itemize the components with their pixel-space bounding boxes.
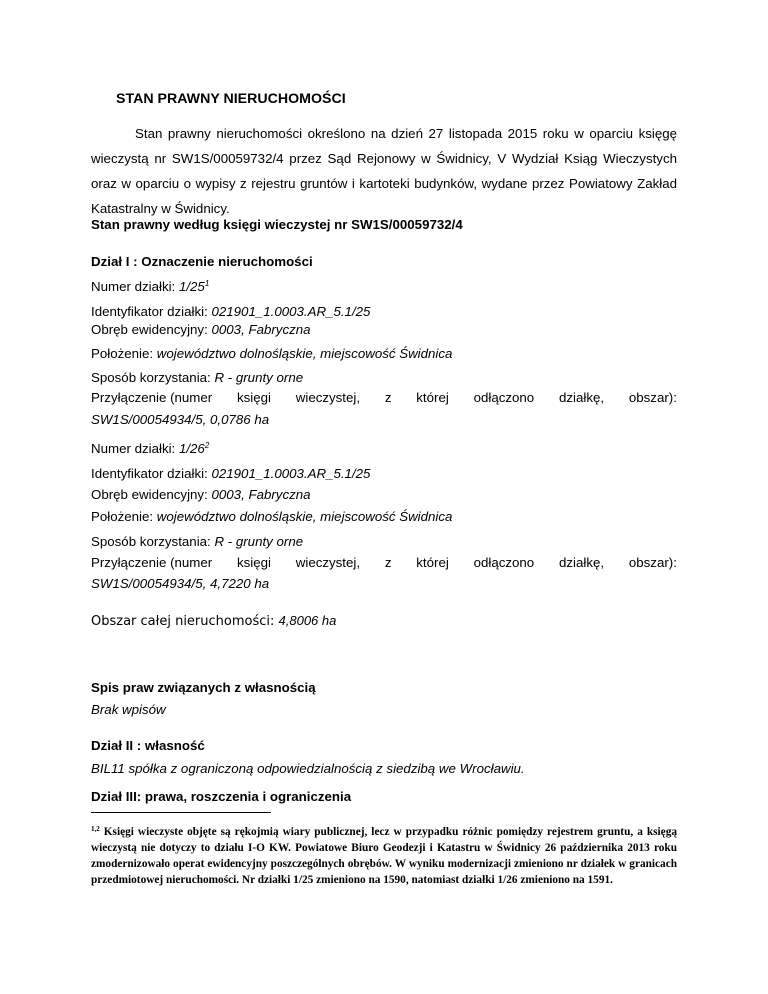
parcel-2-precinct: Obręb ewidencyjny: 0003, Fabryczna bbox=[91, 487, 311, 502]
parcel-2-location: Położenie: województwo dolnośląskie, miejscowość Świdnica bbox=[91, 509, 453, 524]
intro-paragraph: Stan prawny nieruchomości określono na dzień 27 listopada 2015 roku w oparciu księgę wieczystą nr SW1S/00059732/4 przez Sąd Rejonowy w Świdnicy, V Wydział Ksiąg Wieczystych oraz w oparciu o wypisy z rejestru gruntów i kartoteki budynków, wydane przez Powiatowy Zakład Katastralny w Świdnicy. bbox=[91, 126, 677, 216]
page-title: STAN PRAWNY NIERUCHOMOŚCI bbox=[116, 91, 346, 107]
parcel-1-identifier: Identyfikator działki: 021901_1.0003.AR_5.1/25 bbox=[91, 304, 371, 319]
parcel-2-attachment-label: Przyłączenie (numer księgi wieczystej, z której odłączono działkę, obszar): bbox=[91, 555, 677, 570]
parcel-1-precinct: Obręb ewidencyjny: 0003, Fabryczna bbox=[91, 322, 311, 337]
footnote-mark: 1,2 bbox=[91, 825, 100, 833]
spis-heading: Spis praw związanych z własnością bbox=[91, 680, 316, 695]
footnote-separator bbox=[91, 812, 271, 813]
parcel-2-usage: Sposób korzystania: R - grunty orne bbox=[91, 534, 304, 549]
parcel-1-number: Numer działki: $1/25^1$ bbox=[91, 279, 210, 294]
footnote bbox=[91, 824, 677, 888]
parcel-2-identifier: Identyfikator działki: 021901_1.0003.AR_5.1/25 bbox=[91, 466, 371, 481]
dzial1-heading: Dział I : Oznaczenie nieruchomości bbox=[91, 254, 313, 269]
parcel-1-attachment-value: SW1S/00054934/5, 0,0786 ha bbox=[91, 412, 270, 427]
parcel-1-attachment-label: Przyłączenie (numer księgi wieczystej, z której odłączono działkę, obszar): bbox=[91, 390, 677, 405]
parcel-1-location: Położenie: województwo dolnośląskie, miejscowość Świdnica bbox=[91, 346, 453, 361]
footnote-ref-1: 1 bbox=[204, 279, 210, 288]
dzial3-heading: Dział III: prawa, roszczenia i ograniczenia bbox=[91, 789, 352, 804]
dzial2-value: BIL11 spółka z ograniczoną odpowiedzialnością z siedzibą we Wrocławiu. bbox=[91, 761, 525, 776]
kw-heading: Stan prawny według księgi wieczystej nr SW1S/00059732/4 bbox=[91, 217, 463, 232]
spis-value: Brak wpisów bbox=[91, 702, 166, 717]
footnote-ref-2: 2 bbox=[204, 441, 210, 450]
parcel-2-attachment-value: SW1S/00054934/5, 4,7220 ha bbox=[91, 576, 270, 591]
parcel-2-number: Numer działki: $1/26^2$ bbox=[91, 441, 210, 456]
parcel-1-usage: Sposób korzystania: R - grunty orne bbox=[91, 370, 304, 385]
dzial2-heading: Dział II : własność bbox=[91, 738, 205, 753]
total-area: Obszar całej nieruchomości: 4,8006 ha bbox=[91, 613, 337, 629]
footnote-text: Księgi wieczyste objęte są rękojmią wiary publicznej, lecz w przypadku różnic pomiędzy rejestrem gruntu, a księgą wieczystą nie dotyczy to działu I-O KW. Powiatowe Biuro Geodezji i Katastru w Świdnicy 26 października 2013 roku zmodernizowało operat ewidencyjny poszczególnych obrębów. W wyniku modernizacji zmieniono nr działek w granicach przedmiotowej nieruchomości. Nr działki 1/25 zmieniono na 1590, natomiast działki 1/26 zmieniono na 1591. bbox=[91, 826, 677, 886]
